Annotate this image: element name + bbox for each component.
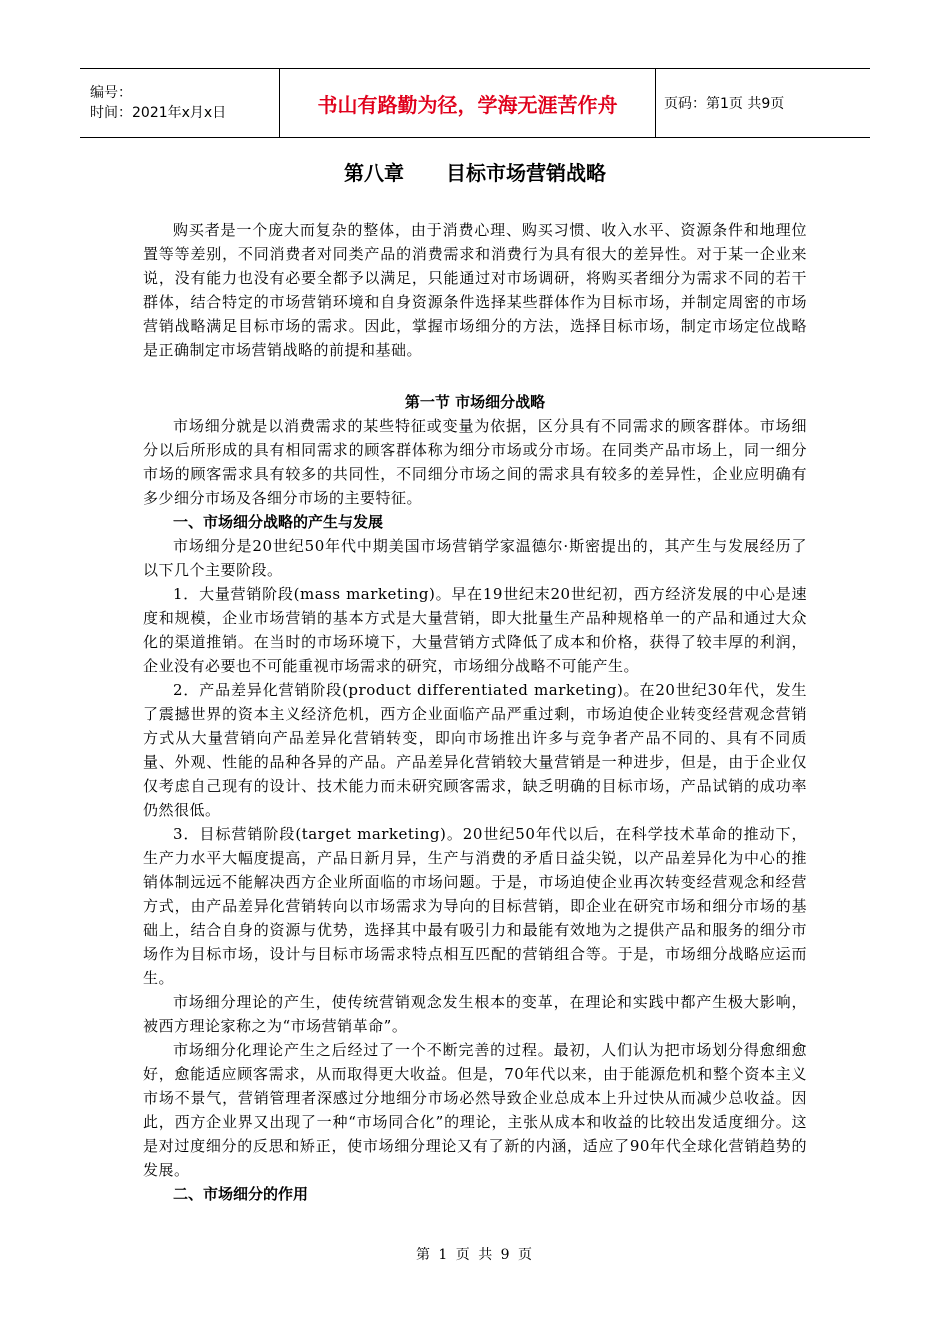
subsection-title: 二、市场细分的作用 <box>173 1185 309 1203</box>
chapter-number: 第八章 <box>344 161 404 185</box>
section-1 <box>143 390 807 1206</box>
chapter-title <box>0 158 950 188</box>
header-page-info: 页码：第1页 共9页 <box>664 96 785 112</box>
header-motto: 书山有路勤为径，学海无涯苦作舟 <box>280 69 656 137</box>
paragraph: 2．产品差异化营销阶段(product differentiated marketing)。在20世纪30年代，发生了震撼世界的资本主义经济危机，西方企业面临产品严重过剩，市场迫使企业转变经营观念营销方式从大量营销向产品差异化营销转变，即向市场推出许多与竞争者产品不同的、具有不同质量、外观、性能的品种各异的产品。产品差异化营销较大量营销是一种进步，但是，由于企业仅仅考虑自己现有的设计、技术能力而未研究顾客需求，缺乏明确的目标市场，产品试销的成功率仍然很低。 <box>143 681 807 819</box>
paragraph: 市场细分是20世纪50年代中期美国市场营销学家温德尔·斯密提出的，其产生与发展经历了以下几个主要阶段。 <box>143 537 807 579</box>
paragraph: 1．大量营销阶段(mass marketing)。早在19世纪末20世纪初，西方经济发展的中心是速度和规模，企业市场营销的基本方式是大量营销，即大批量生产品种规格单一的产品和通过大众化的渠道推销。在当时的市场环境下，大量营销方式降低了成本和价格，获得了较丰厚的利润，企业没有必要也不可能重视市场需求的研究，市场细分战略不可能产生。 <box>143 585 807 675</box>
intro-paragraph: 购买者是一个庞大而复杂的整体，由于消费心理、购买习惯、收入水平、资源条件和地理位置等等差别，不同消费者对同类产品的消费需求和消费行为具有很大的差异性。对于某一企业来说，没有能力也没有必要全都予以满足，只能通过对市场调研，将购买者细分为需求不同的若干群体，结合特定的市场营销环境和自身资源条件选择某些群体作为目标市场，并制定周密的市场营销战略满足目标市场的需求。因此，掌握市场细分的方法，选择目标市场，制定市场定位战略是正确制定市场营销战略的前提和基础。 <box>143 221 807 359</box>
header-meta <box>80 69 280 137</box>
section-title: 第一节 市场细分战略 <box>404 393 546 411</box>
paragraph: 3．目标营销阶段(target marketing)。20世纪50年代以后，在科学技术革命的推动下，生产力水平大幅度提高，产品日新月异，生产与消费的矛盾日益尖锐，以产品差异化为中心的推销体制远远不能解决西方企业所面临的市场问题。于是，市场迫使企业再次转变经营观念和经营方式，由产品差异化营销转向以市场需求为导向的目标营销，即企业在研究市场和细分市场的基础上，结合自身的资源与优势，选择其中最有吸引力和最能有效地为之提供产品和服务的细分市场作为目标市场，设计与目标市场需求特点相互匹配的营销组合等。于是，市场细分战略应运而生。 <box>143 825 807 987</box>
page-header <box>80 68 870 138</box>
number-label: 编号： <box>90 85 132 101</box>
paragraph: 市场细分化理论产生之后经过了一个不断完善的过程。最初，人们认为把市场划分得愈细愈好，愈能适应顾客需求，从而取得更大收益。但是，70年代以来，由于能源危机和整个资本主义市场不景气，营销管理者深感过分地细分市场必然导致企业总成本上升过快从而减少总收益。因此，西方企业界又出现了一种“市场同合化”的理论，主张从成本和收益的比较出发适度细分。这是对过度细分的反思和矫正，使市场细分理论又有了新的内涵，适应了90年代全球化营销趋势的发展。 <box>143 1041 807 1179</box>
subsection-title: 一、市场细分战略的产生与发展 <box>173 513 384 531</box>
paragraph: 市场细分就是以消费需求的某些特征或变量为依据，区分具有不同需求的顾客群体。市场细分以后所形成的具有相同需求的顾客群体称为细分市场或分市场。在同类产品市场上，同一细分市场的顾客需求具有较多的共同性，不同细分市场之间的需求具有较多的差异性，企业应明确有多少细分市场及各细分市场的主要特征。 <box>143 417 807 507</box>
chapter-name: 目标市场营销战略 <box>446 161 606 185</box>
page-footer: 第 1 页 共 9 页 <box>415 1247 535 1263</box>
time-label: 时间：2021年x月x日 <box>90 105 227 121</box>
paragraph: 市场细分理论的产生，使传统营销观念发生根本的变革，在理论和实践中都产生极大影响，被西方理论家称之为“市场营销革命”。 <box>143 993 807 1035</box>
intro-block <box>143 218 807 362</box>
